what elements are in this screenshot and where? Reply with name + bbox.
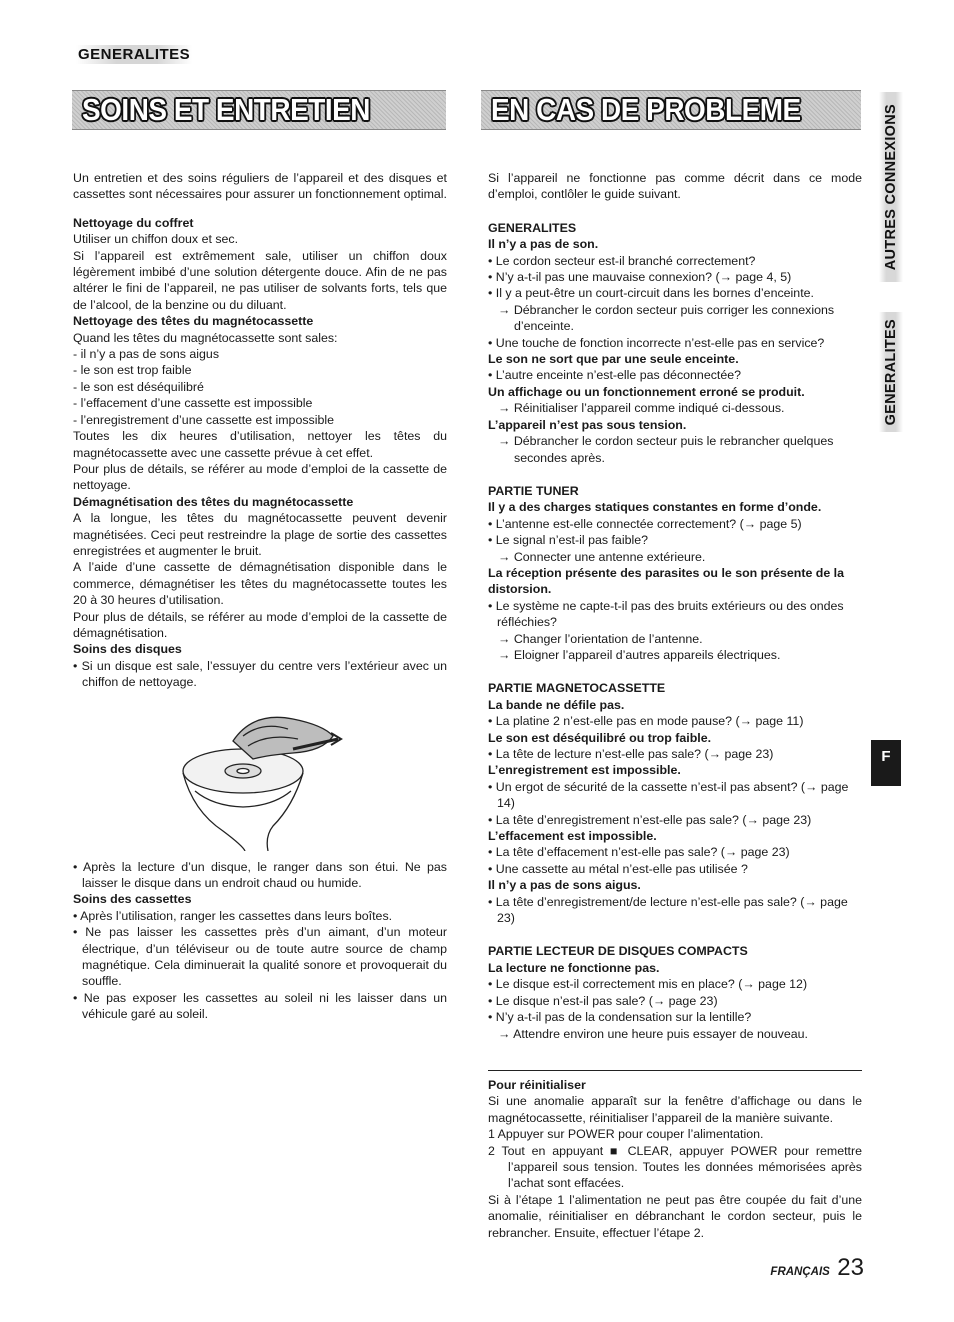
disc-care-heading: Soins des disques: [73, 642, 182, 657]
side-tab-generalites-label: GENERALITES: [883, 318, 899, 426]
list-item: • N’y a-t-il pas de la condensation sur la lentille?: [488, 1010, 752, 1025]
page-number: 23: [837, 1254, 864, 1281]
list-item: • Après la lecture d’un disque, le ranger dans son étui. Ne pas laisser le disque dans un endroit chaud ou humide.: [73, 859, 447, 890]
remedy: → Connecter une antenne extérieure.: [498, 549, 706, 564]
problem-no-treble: Il n’y a pas de sons aigus.: [488, 878, 641, 893]
cabinet-cleaning-text-2: Si l’appareil est extrêmement sale, utiliser un chiffon doux légèrement imbibé d’une solution détergente douce. Afin de ne pas altérer le fini de l’appareil, ne pas utiliser de solvants forts, tels que de l’alcool, de la benzine ou du diluant.: [73, 248, 447, 312]
page-footer: [760, 1254, 864, 1282]
demag-heading: Démagnétisation des têtes du magnétocassette: [73, 494, 354, 509]
problem-one-speaker: Le son ne sort que par une seule enceinte.: [488, 352, 739, 367]
list-item: • N’y a-t-il pas une mauvaise connexion? (→ page 4, 5): [488, 270, 792, 285]
list-item: • Un ergot de sécurité de la cassette n’est-il pas absent? (→ page 14): [488, 779, 849, 811]
list-item: • Ne pas exposer les cassettes au soleil ni les laisser dans un véhicule garé au soleil.: [73, 990, 447, 1022]
list-item: • La tête de lecture n’est-elle pas sale? (→ page 23): [488, 747, 774, 761]
list-item: • Après l’utilisation, ranger les cassettes dans leurs boîtes.: [73, 908, 393, 923]
list-item: - le son est trop faible: [73, 363, 192, 378]
cassette-care-heading: Soins des cassettes: [73, 892, 192, 907]
list-item: • La tête d’enregistrement/de lecture n’est-elle pas sale? (→ page 23): [488, 894, 848, 926]
divider: [488, 1070, 862, 1071]
demag-text-3: Pour plus de détails, se référer au mode d’emploi de la cassette de démagnétisation.: [73, 609, 447, 640]
list-item: • Il y a peut-être un court-circuit dans les bornes d’enceinte.: [488, 286, 814, 301]
tuner-heading: PARTIE TUNER: [488, 483, 579, 498]
list-item: • L’antenne est-elle connectée correctement? (→ page 5): [488, 516, 802, 531]
list-item: - le son est déséquilibré: [73, 379, 204, 394]
cassette-deck-heading: PARTIE MAGNETOCASSETTE: [488, 681, 666, 696]
right-title-banner: [481, 90, 861, 130]
side-tab-connexions: [879, 92, 903, 282]
troubleshooting-intro: Si l’appareil ne fonctionne pas comme décrit dans ce mode d’emploi, contlôler le guide suivant.: [488, 171, 862, 202]
list-item: • Le disque n’est-il pas sale? (→ page 23): [488, 993, 718, 1008]
remedy: → Changer l’orientation de l’antenne.: [498, 631, 703, 646]
problem-no-power: L’appareil n’est pas sous tension.: [488, 417, 687, 432]
footer-language: FRANÇAIS: [770, 1266, 830, 1278]
list-item: • La tête d’enregistrement n’est-elle pas sale? (→ page 23): [488, 812, 812, 827]
list-item: • La tête d’effacement n’est-elle pas sale? (→ page 23): [488, 845, 790, 860]
left-title: SOINS ET ENTRETIEN: [82, 92, 370, 127]
reset-step-2: 2 Tout en appuyant ■ CLEAR, appuyer POWER pour remettre l’appareil sous tension. Toutes les données mémorisées après l’achat sont effacées.: [488, 1143, 862, 1191]
list-item: • Si un disque est sale, l’essuyer du centre vers l’extérieur avec un chiffon de nettoyage.: [73, 658, 447, 690]
remedy: → Réinitialiser l’appareil comme indiqué ci-dessous.: [498, 401, 785, 416]
care-intro: Un entretien et des soins réguliers de l’appareil et des disques et cassettes sont nécessaires pour assurer un fonctionnement optimal.: [73, 171, 447, 202]
cd-heading: PARTIE LECTEUR DE DISQUES COMPACTS: [488, 944, 748, 959]
list-item: • Une touche de fonction incorrecte n’est-elle pas en service?: [488, 335, 825, 350]
problem-tape-stuck: La bande ne défile pas.: [488, 697, 625, 712]
right-column: [488, 170, 862, 1241]
list-item: • Ne pas laisser les cassettes près d’un aimant, d’un moteur électrique, d’un téléviseur ou de toute autre source de champ magnétique. Cela diminuerait la qualité sonore et provoquerait du souffle.: [73, 925, 447, 989]
problem-noise: La réception présente des parasites ou le son présente de la distorsion.: [488, 565, 845, 597]
remedy: → Eloigner l’appareil d’autres appareils électriques.: [498, 647, 781, 662]
list-item: • La platine 2 n’est-elle pas en mode pause? (→ page 11): [488, 714, 804, 729]
demag-text: A la longue, les têtes du magnétocassette peuvent devenir magnétisées. Ceci peut restreindre la plage de sortie des cassettes enregistrées et augmenter le bruit.: [73, 511, 447, 558]
list-item: • L’autre enceinte n’est-elle pas déconnectée?: [488, 368, 742, 383]
list-item: • Le signal n’est-il pas faible?: [488, 533, 649, 548]
list-item: - il n’y a pas de sons aigus: [73, 347, 220, 362]
head-cleaning-intro: Quand les têtes du magnétocassette sont sales:: [73, 330, 338, 345]
problem-no-playback: La lecture ne fonctionne pas.: [488, 960, 660, 975]
head-cleaning-heading: Nettoyage des têtes du magnétocassette: [73, 314, 314, 329]
section-tag: GENERALITES: [78, 46, 191, 63]
reset-outro: Si à l’étape 1 l’alimentation ne peut pas être coupée du fait d’une anomalie, réinitialiser en débranchant le cordon secteur, puis le rebrancher. Ensuite, effectuer l’étape 2.: [488, 1192, 862, 1240]
demag-text-2: A l’aide d’une cassette de démagnétisation disponible dans le commerce, démagnétiser les têtes du magnétocassette toutes les 20 à 30 heures d’utilisation.: [73, 560, 447, 608]
head-cleaning-text: Toutes les dix heures d’utilisation, nettoyer les têtes du magnétocassette avec une cassette prévue à cet effet.: [73, 429, 447, 460]
problem-static: Il y a des charges statiques constantes en forme d’onde.: [488, 500, 822, 515]
list-item: • Le système ne capte-t-il pas des bruits extérieurs ou des ondes réfléchies?: [488, 598, 844, 630]
problem-wrong-display: Un affichage ou un fonctionnement erroné se produit.: [488, 384, 805, 399]
list-item: • Une cassette au métal n’est-elle pas utilisée ?: [488, 861, 748, 876]
problem-no-recording: L’enregistrement est impossible.: [488, 763, 681, 778]
problem-no-sound: Il n’y a pas de son.: [488, 237, 599, 252]
reset-heading: Pour réinitialiser: [488, 1077, 586, 1092]
problem-unbalanced: Le son est déséquilibré ou trop faible.: [488, 730, 712, 745]
reset-intro: Si une anomalie apparaît sur la fenêtre d’affichage ou dans le magnétocassette, réinitialiser l’appareil de la manière suivante.: [488, 1094, 862, 1125]
left-title-banner: [72, 90, 446, 130]
left-column: [73, 170, 447, 1023]
head-cleaning-text-2: Pour plus de détails, se référer au mode d’emploi de la cassette de nettoyage.: [73, 461, 447, 493]
remedy: → Débrancher le cordon secteur puis corriger les connexions d’enceinte.: [498, 302, 835, 334]
list-item: • Le disque est-il correctement mis en place? (→ page 12): [488, 977, 808, 992]
right-title: EN CAS DE PROBLEME: [491, 92, 801, 127]
general-heading: GENERALITES: [488, 220, 577, 235]
problem-no-erase: L’effacement est impossible.: [488, 829, 657, 844]
remedy: → Débrancher le cordon secteur puis le rebrancher quelques secondes après.: [498, 434, 834, 465]
disc-cleaning-illustration: [173, 701, 343, 851]
reset-step-1: 1 Appuyer sur POWER pour couper l’alimentation.: [488, 1127, 764, 1142]
language-marker: F: [871, 740, 901, 786]
cabinet-cleaning-text: Utiliser un chiffon doux et sec.: [73, 232, 239, 247]
remedy: → Attendre environ une heure puis essayer de nouveau.: [498, 1026, 808, 1041]
list-item: - l’effacement d’une cassette est impossible: [73, 396, 313, 411]
side-tab-connexions-label: AUTRES CONNEXIONS: [883, 103, 899, 271]
cabinet-cleaning-heading: Nettoyage du coffret: [73, 215, 194, 230]
list-item: - l’enregistrement d’une cassette est impossible: [73, 412, 335, 427]
side-tab-generalites: [879, 312, 903, 432]
list-item: • Le cordon secteur est-il branché correctement?: [488, 253, 756, 268]
